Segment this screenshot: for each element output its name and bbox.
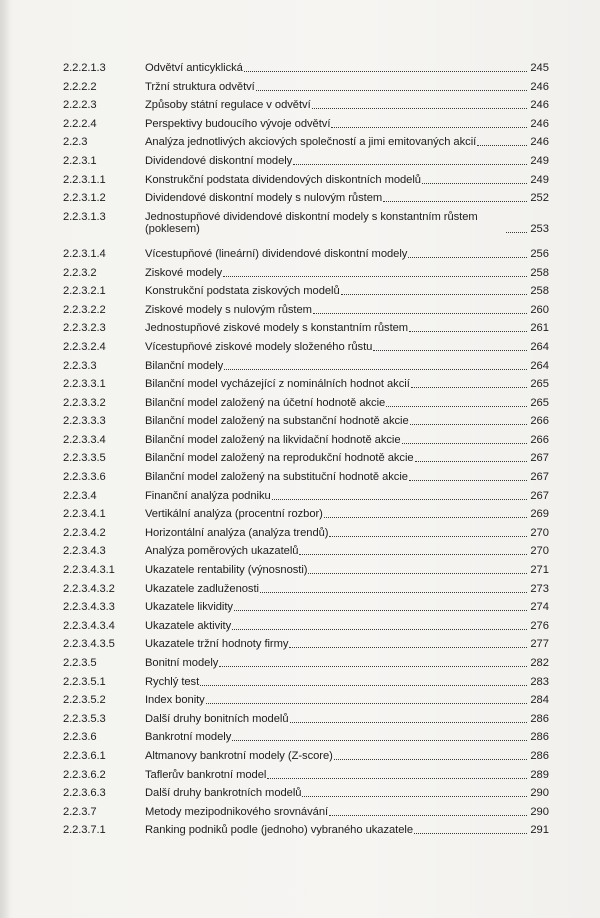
toc-entry [63,564,549,583]
toc-entry-page: 267 [530,489,549,502]
toc-entry-body [145,118,549,130]
toc-entry [63,192,549,211]
toc-entry-page: 258 [530,266,549,279]
toc-entry-title: Ziskové modely s nulovým růstem [145,303,312,316]
toc-dot-leader [219,665,527,667]
toc-entry-body [145,638,549,650]
toc-dot-leader [324,516,527,518]
toc-entry-page: 290 [530,805,549,818]
toc-entry-body [145,397,549,409]
toc-entry-title: Ranking podniků podle (jednoho) vybraného ukazatele [145,824,414,837]
toc-entry-body [145,378,549,390]
toc-entry-title: Horizontální analýza (analýza trendů) [145,526,329,539]
toc-entry-page: 290 [530,787,549,800]
toc-dot-leader [200,684,527,686]
toc-entry-page: 253 [530,222,549,235]
toc-entry-page: 282 [530,657,549,669]
toc-entry-number: 2.2.3.4 [63,489,97,502]
toc-entry-number: 2.2.3.4.3.5 [63,638,115,651]
toc-dot-leader [260,591,527,593]
toc-entry [63,769,549,788]
toc-entry-page: 270 [530,526,549,539]
toc-entry-number: 2.2.3.4.2 [63,526,106,539]
toc-entry [63,527,549,546]
toc-entry-body [145,806,549,818]
toc-entry-title: Bilanční modely [145,359,224,372]
toc-entry [63,174,549,193]
toc-entry-title: Vertikální analýza (procentní rozbor) [145,508,323,521]
toc-entry-number: 2.2.3.3.6 [63,471,106,484]
toc-entry-title: Konstrukční podstata ziskových modelů [145,285,340,298]
toc-entry-page: 258 [530,285,549,298]
toc-dot-leader [341,293,527,295]
toc-entry [63,136,549,155]
toc-dot-leader [290,721,528,723]
toc-dot-leader [289,646,527,648]
toc-entry [63,99,549,118]
toc-entry-title: Odvětví anticyklická [145,62,243,74]
toc-entry-page: 261 [530,322,549,335]
toc-entry-body [145,155,549,167]
toc-entry [63,583,549,602]
toc-entry-title: Způsoby státní regulace v odvětví [145,99,311,112]
toc-entry [63,285,549,304]
toc-dot-leader [409,479,527,481]
toc-entry-number: 2.2.3.2.3 [63,322,106,335]
toc-entry [63,118,549,137]
toc-entry-title: Další druhy bonitních modelů [145,712,289,725]
toc-entry-page: 273 [530,582,549,595]
toc-entry-page: 246 [530,117,549,130]
toc-entry [63,601,549,620]
toc-entry-body [145,769,549,781]
toc-entry [63,322,549,341]
toc-entry-body [145,285,549,297]
toc-dot-leader [224,368,527,370]
toc-entry-number: 2.2.3.4.3.4 [63,619,115,632]
toc-dot-leader [232,628,527,630]
toc-entry-page: 286 [530,749,549,762]
toc-entry-page: 289 [530,768,549,781]
toc-entry [63,81,549,100]
toc-entry-page: 252 [530,192,549,205]
toc-entry-number: 2.2.3.5.1 [63,675,106,688]
toc-entry-body [145,267,549,279]
toc-dot-leader [312,107,527,109]
toc-entry-page: 265 [530,396,549,409]
toc-entry-body [145,787,549,799]
toc-entry-title: Bilanční model založený na likvidační hodnotě akcie [145,433,401,446]
toc-dot-leader [477,144,527,146]
toc-entry-title: Vícestupňové ziskové modely složeného růstu [145,340,373,353]
toc-entry [63,341,549,360]
toc-entry-page: 270 [530,545,549,558]
toc-entry-number: 2.2.3.6 [63,731,97,744]
toc-entry-title: Ukazatele tržní hodnoty firmy [145,638,289,651]
toc-entry [63,434,549,453]
toc-entry-page: 291 [530,824,549,837]
toc-entry-body [145,583,549,595]
toc-entry-number: 2.2.3.4.3.3 [63,601,115,614]
toc-entry-number: 2.2.3.5.3 [63,712,106,725]
toc-entry-title: Ziskové modely [145,266,223,279]
toc-entry-body [145,527,549,539]
toc-entry [63,824,549,843]
toc-entry [63,155,549,174]
toc-entry-title: Vícestupňové (lineární) dividendové diskontní modely [145,247,408,260]
toc-dot-leader [414,832,527,834]
toc-dot-leader [383,200,527,202]
toc-dot-leader [223,275,527,277]
toc-entry [63,248,549,267]
toc-entry [63,620,549,639]
toc-entry-title: Finanční analýza podniku [145,489,271,502]
toc-entry-body [145,676,549,688]
toc-entry-page: 246 [530,99,549,112]
toc-dot-leader [302,795,527,797]
toc-entry-title: Rychlý test [145,675,200,688]
toc-entry-page: 269 [530,508,549,521]
toc-dot-leader [331,126,527,128]
toc-entry-title: Ukazatele aktivity [145,619,232,632]
toc-entry-body [145,545,549,557]
toc-entry-body [145,322,549,334]
toc-entry-number: 2.2.3.3.1 [63,378,106,391]
toc-entry-title: Bilanční model vycházející z nominálních hodnot akcií [145,378,410,391]
toc-entry-number: 2.2.3.6.1 [63,749,106,762]
toc-entry-page: 245 [530,62,549,74]
toc-entry-title: Ukazatele likvidity [145,601,233,614]
toc-entry-title: Taflerův bankrotní model [145,768,267,781]
toc-dot-leader [408,256,527,258]
toc-entry [63,452,549,471]
toc-entry-number: 2.2.3.3.5 [63,452,106,465]
toc-entry-body [145,248,549,260]
toc-entry-page: 266 [530,415,549,428]
toc-entry-body [145,360,549,372]
toc-entry-title: Bilanční model založený na reprodukční hodnotě akcie [145,452,414,465]
toc-dot-leader [415,460,527,462]
toc-dot-leader [402,442,527,444]
toc-entry [63,713,549,732]
toc-entry-body [145,731,549,743]
toc-entry-number: 2.2.3.1.3 [63,210,106,223]
toc-entry-page: 286 [530,712,549,725]
toc-entry-title: Jednostupňové dividendové diskontní modely s konstantním růstem (poklesem) [145,210,478,235]
toc-entry [63,62,549,81]
toc-entry-title: Tržní struktura odvětví [145,80,255,93]
toc-dot-leader [329,814,527,816]
toc-entry-number: 2.2.3.5 [63,657,97,669]
toc-entry-title: Bilanční model založený na substituční hodnotě akcie [145,471,408,484]
toc-entry-page: 264 [530,340,549,353]
toc-dot-leader [232,739,527,741]
toc-entry-page: 249 [530,173,549,186]
toc-entry [63,267,549,286]
toc-entry-page: 267 [530,471,549,484]
toc-entry-body [145,211,549,235]
toc-entry-title: Altmanovy bankrotní modely (Z-score) [145,749,333,762]
toc-entry-title: Bilanční model založený na substanční hodnotě akcie [145,415,409,428]
toc-entry-number: 2.2.2.4 [63,117,97,130]
toc-entry-number: 2.2.2.1.3 [63,62,106,74]
toc-entry-body [145,304,549,316]
toc-entry-page: 264 [530,359,549,372]
toc-entry-page: 246 [530,136,549,149]
toc-dot-leader [373,349,527,351]
toc-entry [63,638,549,657]
toc-entry-title: Ukazatele zadluženosti [145,582,259,595]
page-spine-shadow [0,0,10,918]
toc-entry [63,731,549,750]
toc-dot-leader [506,231,527,233]
toc-entry-body [145,657,549,669]
toc-entry-body [145,341,549,353]
toc-entry-body [145,434,549,446]
toc-entry-title: Dividendové diskontní modely s nulovým růstem [145,192,383,205]
toc-entry-title: Bonitní modely [145,657,219,669]
toc-dot-leader [308,572,527,574]
toc-dot-leader [299,553,527,555]
toc-entry-title: Analýza jednotlivých akciových společností a jimi emitovaných akcií [145,136,477,149]
toc-dot-leader [206,702,527,704]
toc-entry-body [145,620,549,632]
toc-entry-page: 277 [530,638,549,651]
toc-entry [63,397,549,416]
toc-dot-leader [267,777,527,779]
toc-dot-leader [313,312,527,314]
toc-dot-leader [256,89,527,91]
toc-entry-page: 249 [530,154,549,167]
toc-entry-page: 267 [530,452,549,465]
toc-entry-number: 2.2.3.2.1 [63,285,106,298]
toc-entry-number: 2.2.3.1.1 [63,173,106,186]
toc-entry-number: 2.2.3.7.1 [63,824,106,837]
toc-entry-body [145,824,549,836]
toc-entry-number: 2.2.3.4.3 [63,545,106,558]
toc-entry-number: 2.2.3.3 [63,359,97,372]
toc-entry-number: 2.2.3.4.3.2 [63,582,115,595]
toc-entry-number: 2.2.3.6.3 [63,787,106,800]
toc-entry [63,676,549,695]
toc-entry-number: 2.2.3.2.2 [63,303,106,316]
toc-dot-leader [411,386,527,388]
toc-entry [63,787,549,806]
toc-entry-number: 2.2.3.1 [63,154,97,167]
toc-dot-leader [410,423,527,425]
toc-entry-title: Bilanční model založený na účetní hodnotě akcie [145,396,386,409]
toc-dot-leader [234,609,527,611]
toc-entry-page: 260 [530,303,549,316]
toc-entry-number: 2.2.3 [63,136,88,149]
toc-entry-page: 274 [530,601,549,614]
table-of-contents [63,62,549,843]
toc-entry-number: 2.2.3.2 [63,266,97,279]
toc-entry-body [145,490,549,502]
toc-entry-number: 2.2.3.3.3 [63,415,106,428]
toc-entry-body [145,471,549,483]
toc-dot-leader [244,70,527,72]
toc-entry-body [145,415,549,427]
toc-entry-page: 256 [530,247,549,260]
toc-dot-leader [293,163,527,165]
toc-entry-title: Index bonity [145,694,205,707]
toc-dot-leader [329,535,527,537]
toc-entry-number: 2.2.2.2 [63,80,97,93]
toc-entry-number: 2.2.3.4.3.1 [63,564,115,577]
toc-entry [63,545,549,564]
toc-entry [63,360,549,379]
toc-entry-body [145,81,549,93]
toc-entry-body [145,601,549,613]
toc-entry-number: 2.2.3.1.2 [63,192,106,205]
toc-entry-page: 246 [530,80,549,93]
toc-dot-leader [409,330,527,332]
toc-entry-body [145,174,549,186]
toc-entry-body [145,452,549,464]
toc-entry-body [145,694,549,706]
toc-entry [63,750,549,769]
toc-entry-body [145,713,549,725]
toc-entry-body [145,62,549,74]
toc-entry [63,471,549,490]
toc-entry-number: 2.2.3.3.2 [63,396,106,409]
toc-entry-body [145,750,549,762]
toc-entry-title: Bankrotní modely [145,731,232,744]
toc-entry-number: 2.2.3.7 [63,805,97,818]
toc-entry-page: 276 [530,619,549,632]
toc-entry [63,415,549,434]
toc-entry [63,490,549,509]
toc-dot-leader [272,498,527,500]
toc-entry [63,211,549,248]
toc-entry-page: 286 [530,731,549,744]
toc-entry-title: Další druhy bankrotních modelů [145,787,302,800]
toc-entry [63,657,549,676]
toc-entry-number: 2.2.3.3.4 [63,433,106,446]
toc-entry [63,806,549,825]
toc-entry-body [145,508,549,520]
toc-entry-number: 2.2.3.2.4 [63,340,106,353]
toc-entry-title: Perspektivy budoucího vývoje odvětví [145,117,331,130]
toc-entry-page: 266 [530,433,549,446]
toc-entry-body [145,136,549,148]
toc-entry-body [145,192,549,204]
toc-entry [63,694,549,713]
toc-entry-page: 284 [530,694,549,707]
toc-entry-page: 271 [530,564,549,577]
toc-entry-page: 283 [530,675,549,688]
toc-entry-body [145,99,549,111]
toc-entry-title: Analýza poměrových ukazatelů [145,545,299,558]
toc-entry-title: Metody mezipodnikového srovnávání [145,805,329,818]
toc-entry [63,304,549,323]
toc-dot-leader [422,182,527,184]
toc-entry-number: 2.2.2.3 [63,99,97,112]
toc-entry-title: Dividendové diskontní modely [145,154,293,167]
toc-entry-title: Konstrukční podstata dividendových diskontních modelů [145,173,421,186]
toc-entry-number: 2.2.3.1.4 [63,247,106,260]
toc-entry-number: 2.2.3.5.2 [63,694,106,707]
toc-entry-title: Jednostupňové ziskové modely s konstantním růstem [145,322,409,335]
toc-entry-body [145,564,549,576]
toc-entry-number: 2.2.3.4.1 [63,508,106,521]
toc-entry-number: 2.2.3.6.2 [63,768,106,781]
toc-entry [63,378,549,397]
toc-dot-leader [386,405,527,407]
toc-entry-title: Ukazatele rentability (výnosnosti) [145,564,308,577]
toc-entry-page: 265 [530,378,549,391]
toc-entry [63,508,549,527]
toc-dot-leader [334,758,527,760]
